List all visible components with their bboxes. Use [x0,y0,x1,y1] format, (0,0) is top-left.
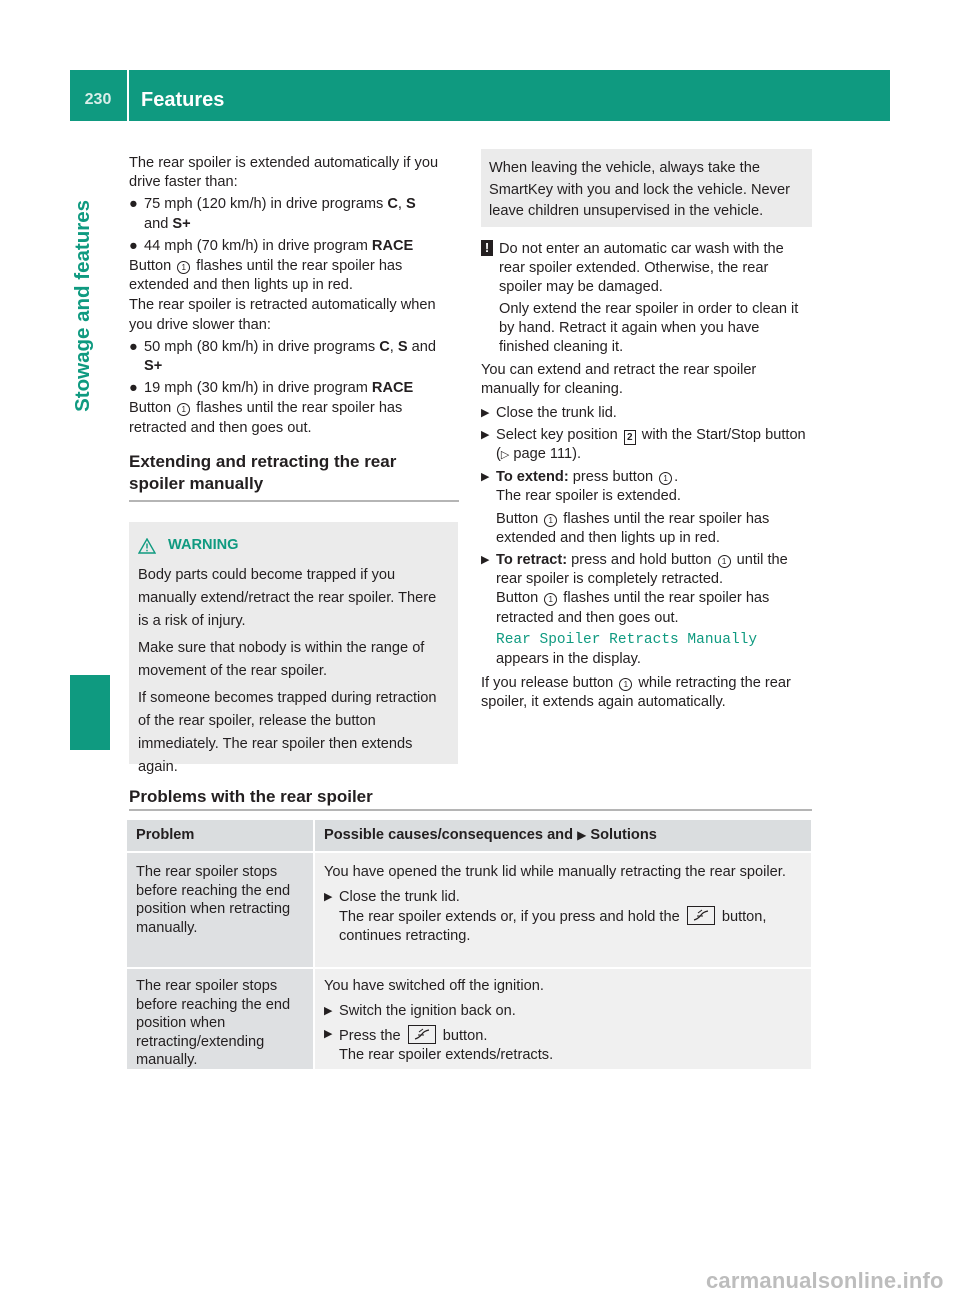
display-message: Rear Spoiler Retracts Manually [496,631,758,648]
button-1-icon: 1 [619,678,632,691]
bullet-icon: ● [129,338,138,355]
warning-text: Body parts could become trapped if you manually extend/retract the rear spoiler. There is a risk of injury. [138,567,437,629]
arrow-icon: ▶ [481,554,490,567]
right-column [481,240,812,713]
heading-rule [129,809,812,811]
arrow-icon: ▶ [324,1028,333,1040]
step: ▶ Close the trunk lid. The rear spoiler extends or, if you press and hold the button, continues retracting. [324,888,767,944]
button-1-icon: 1 [177,261,190,274]
column-header-solutions: Possible causes/consequences and ▶ Solutions [315,820,811,851]
problem-cell: The rear spoiler stops before reaching the end position when retracting manually. [127,853,313,967]
button-1-icon: 1 [718,555,731,568]
key-position-icon: 2 [624,430,636,445]
caution-icon: ! [481,240,493,256]
list-item: ● 50 mph (80 km/h) in drive programs C, S and S+ [129,338,437,375]
button-1-icon: 1 [544,514,557,527]
problems-table [127,820,811,1069]
section-heading: Extending and retracting the rear spoiler manually [129,451,397,493]
solution-cell: You have opened the trunk lid while manually retracting the rear spoiler. ▶ Close the trunk lid. The rear spoiler extends or, if you press and hold the button, continues retracting. [315,853,811,967]
problem-cell: The rear spoiler stops before reaching the end position when retracting/extending manually. [127,969,313,1069]
heading-rule [129,500,459,502]
arrow-icon: ▶ [577,828,587,842]
table-header [127,820,811,851]
button-1-icon: 1 [659,472,672,485]
side-tab-marker [70,675,110,750]
arrow-icon: ▶ [481,428,490,441]
arrow-icon: ▶ [324,1004,333,1017]
header-separator [127,70,129,121]
left-column [129,154,459,502]
bullet-icon: ● [129,196,138,213]
table-row [127,853,811,967]
list-item: ● 75 mph (120 km/h) in drive programs C, S and S+ [129,196,416,232]
step: ▶ Press the button. The rear spoiler extends/retracts. [324,1025,811,1064]
bullet-icon: ● [129,237,138,254]
problems-heading: Problems with the rear spoiler [129,787,373,806]
page-title: Features [141,89,225,111]
note-box [481,149,812,227]
warning-header: WARNING [138,534,450,557]
caution-note: ! Do not enter an automatic car wash with the rear spoiler extended. Otherwise, the rear spoiler may be damaged. Only extend the rear spoiler in order to clean it by hand. Retract it again when you have finished cleaning it. [481,240,812,357]
page-number: 230 [84,91,112,108]
warning-text: Make sure that nobody is within the range of movement of the rear spoiler. [138,640,425,679]
list-item: ● 19 mph (30 km/h) in drive program RACE [129,379,459,398]
warning-box [129,522,458,775]
paragraph: If you release button 1 while retracting the rear spoiler, it extends again automatically. [481,675,791,711]
step: ▶ Select key position 2 with the Start/Stop button (▷ page 111). [481,426,806,463]
arrow-icon: ▶ [481,471,490,484]
arrow-icon: ▶ [481,406,490,419]
step: ▶ Close the trunk lid. [481,404,812,423]
column-header-problem: Problem [127,820,313,851]
page-reference-link[interactable]: page 111). [509,446,582,463]
paragraph: Button 1 flashes until the rear spoiler has retracted and then goes out. [129,400,403,436]
rear-spoiler-button-icon [408,1025,436,1044]
rear-spoiler-button-icon [687,906,715,925]
warning-text: If someone becomes trapped during retraction of the rear spoiler, release the button immediately. The rear spoiler then extends again. [138,690,437,775]
paragraph: You can extend and retract the rear spoiler manually for cleaning. [481,362,757,398]
paragraph: The rear spoiler is extended automatically if you drive faster than: [129,155,439,191]
step: ▶ To extend: press button 1 . The rear spoiler is extended. Button 1 flashes until the rear spoiler has extended and then lights up in red. [481,469,770,546]
page-ref-icon: ▷ [500,449,510,462]
table-row [127,969,811,1069]
warning-triangle-icon [138,538,156,554]
arrow-icon: ▶ [324,890,333,903]
bullet-icon: ● [129,380,138,397]
button-1-icon: 1 [544,593,557,606]
list-item: ● 44 mph (70 km/h) in drive program RACE [129,237,459,256]
solution-cell: You have switched off the ignition. ▶ Switch the ignition back on. ▶ Press the button. The rear spoiler extends/retracts. [315,969,811,1069]
watermark[interactable]: carmanualsonline.info [706,1268,944,1293]
paragraph: The rear spoiler is retracted automatically when you drive slower than: [129,297,436,333]
step: ▶ To retract: press and hold button 1 until the rear spoiler is completely retracted. Button 1 flashes until the rear spoiler has retracted and then goes out. Rear Spoiler Retracts Manually appears in the display. [481,551,812,669]
button-1-icon: 1 [177,403,190,416]
side-tab-label: Stowage and features [71,200,94,412]
note-text: When leaving the vehicle, always take the SmartKey with you and lock the vehicle. Never leave children unsupervised in the vehicle. [489,160,790,219]
paragraph: Button 1 flashes until the rear spoiler has extended and then lights up in red. [129,258,403,294]
step: ▶ Switch the ignition back on. [324,1002,516,1019]
